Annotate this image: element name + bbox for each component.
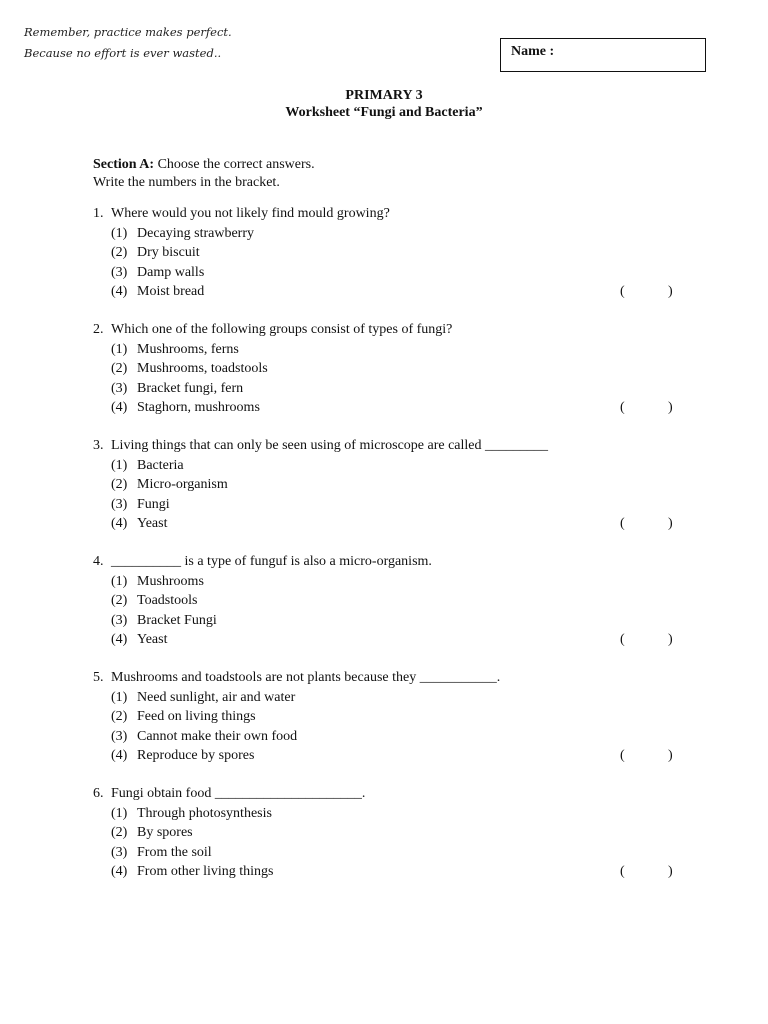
- option-1: [93, 688, 693, 707]
- option-text: Decaying strawberry: [137, 226, 255, 241]
- answer-bracket-close[interactable]: ): [668, 399, 673, 415]
- option-2: [93, 707, 693, 726]
- option-text: Mushrooms: [137, 574, 204, 589]
- option-4: [93, 282, 693, 301]
- option-2: [93, 475, 693, 494]
- option-number: (4): [111, 399, 128, 415]
- question-text: __________ is a type of funguf is also a micro-organism.: [111, 554, 432, 569]
- grade-title: PRIMARY 3: [345, 88, 423, 103]
- question-1: [93, 205, 693, 301]
- option-4: [93, 398, 693, 417]
- question-number: 1.: [93, 206, 104, 221]
- option-4: [93, 514, 693, 533]
- option-number: (1): [111, 458, 128, 473]
- option-1: [93, 572, 693, 591]
- option-2: [93, 359, 693, 378]
- option-number: (3): [111, 496, 128, 512]
- option-number: (1): [111, 690, 128, 705]
- option-text: Dry biscuit: [137, 245, 200, 261]
- option-number: (3): [111, 728, 128, 744]
- option-text: Through photosynthesis: [137, 806, 272, 821]
- answer-bracket-open[interactable]: (: [620, 863, 625, 879]
- question-2: [93, 321, 693, 417]
- option-text: Mushrooms, ferns: [137, 342, 239, 357]
- option-4: [93, 746, 693, 765]
- question-3: [93, 437, 693, 533]
- section-a-instruction-2: Write the numbers in the bracket.: [93, 175, 280, 190]
- option-text: From the soil: [137, 844, 212, 860]
- option-text: From other living things: [137, 863, 274, 879]
- option-3: [93, 495, 693, 514]
- question-number: 6.: [93, 786, 104, 801]
- option-3: [93, 611, 693, 630]
- question-text: Where would you not likely find mould growing?: [111, 206, 390, 221]
- option-text: Feed on living things: [137, 709, 256, 725]
- name-field[interactable]: [500, 38, 706, 72]
- question-6: [93, 785, 693, 881]
- option-3: [93, 263, 693, 282]
- option-text: Moist bread: [137, 283, 205, 299]
- option-2: [93, 591, 693, 610]
- answer-bracket-close[interactable]: ): [668, 515, 673, 531]
- section-a-instructions: [93, 156, 315, 192]
- motto-line-2: Because no effort is ever wasted..: [24, 46, 222, 60]
- answer-bracket-open[interactable]: (: [620, 283, 625, 299]
- answer-bracket-open[interactable]: (: [620, 631, 625, 647]
- option-number: (4): [111, 863, 128, 879]
- name-label: Name :: [511, 44, 555, 59]
- option-1: [93, 456, 693, 475]
- option-number: (1): [111, 574, 128, 589]
- option-text: Toadstools: [137, 593, 198, 609]
- answer-bracket-open[interactable]: (: [620, 399, 625, 415]
- option-text: Bracket fungi, fern: [137, 380, 244, 396]
- option-text: Need sunlight, air and water: [137, 690, 296, 705]
- option-number: (4): [111, 747, 128, 763]
- option-number: (3): [111, 380, 128, 396]
- question-number: 3.: [93, 438, 104, 453]
- option-number: (2): [111, 709, 128, 725]
- option-number: (2): [111, 593, 128, 609]
- question-text: Fungi obtain food _____________________.: [111, 786, 366, 801]
- option-1: [93, 340, 693, 359]
- option-4: [93, 862, 693, 881]
- option-number: (2): [111, 825, 128, 841]
- section-a-instruction-1: Choose the correct answers.: [154, 157, 315, 172]
- option-number: (2): [111, 477, 128, 493]
- option-3: [93, 727, 693, 746]
- option-text: Mushrooms, toadstools: [137, 361, 268, 377]
- option-text: Reproduce by spores: [137, 747, 255, 763]
- answer-bracket-close[interactable]: ): [668, 283, 673, 299]
- question-number: 5.: [93, 670, 104, 685]
- question-text: Living things that can only be seen using of microscope are called _________: [111, 438, 549, 453]
- option-text: Bacteria: [137, 458, 184, 473]
- option-number: (1): [111, 226, 128, 241]
- answer-bracket-close[interactable]: ): [668, 631, 673, 647]
- option-text: Yeast: [137, 631, 168, 647]
- option-4: [93, 630, 693, 649]
- option-2: [93, 243, 693, 262]
- option-number: (3): [111, 612, 128, 628]
- option-number: (3): [111, 844, 128, 860]
- option-number: (2): [111, 361, 128, 377]
- question-text: Which one of the following groups consist of types of fungi?: [111, 322, 453, 337]
- option-3: [93, 379, 693, 398]
- option-number: (2): [111, 245, 128, 261]
- option-1: [93, 804, 693, 823]
- answer-bracket-close[interactable]: ): [668, 863, 673, 879]
- question-text: Mushrooms and toadstools are not plants because they ___________.: [111, 670, 501, 685]
- option-number: (1): [111, 342, 128, 357]
- worksheet-title: Worksheet “Fungi and Bacteria”: [285, 105, 483, 120]
- motto-line-1: Remember, practice makes perfect.: [24, 25, 232, 39]
- option-text: Staghorn, mushrooms: [137, 399, 260, 415]
- option-number: (4): [111, 631, 128, 647]
- option-number: (4): [111, 515, 128, 531]
- worksheet-header: [0, 87, 768, 121]
- option-number: (4): [111, 283, 128, 299]
- option-2: [93, 823, 693, 842]
- question-5: [93, 669, 693, 765]
- option-text: Bracket Fungi: [137, 612, 217, 628]
- question-number: 4.: [93, 554, 104, 569]
- section-a-heading: Section A:: [93, 157, 155, 172]
- answer-bracket-open[interactable]: (: [620, 515, 625, 531]
- option-number: (1): [111, 806, 128, 821]
- answer-bracket-close[interactable]: ): [668, 747, 673, 763]
- option-text: Damp walls: [137, 264, 205, 280]
- option-text: Yeast: [137, 515, 168, 531]
- option-text: Micro-organism: [137, 477, 228, 493]
- option-text: By spores: [137, 825, 193, 841]
- question-number: 2.: [93, 322, 104, 337]
- option-text: Cannot make their own food: [137, 728, 298, 744]
- motto: [24, 22, 232, 64]
- option-text: Fungi: [137, 496, 170, 512]
- question-4: [93, 553, 693, 649]
- option-number: (3): [111, 264, 128, 280]
- answer-bracket-open[interactable]: (: [620, 747, 625, 763]
- option-3: [93, 843, 693, 862]
- option-1: [93, 224, 693, 243]
